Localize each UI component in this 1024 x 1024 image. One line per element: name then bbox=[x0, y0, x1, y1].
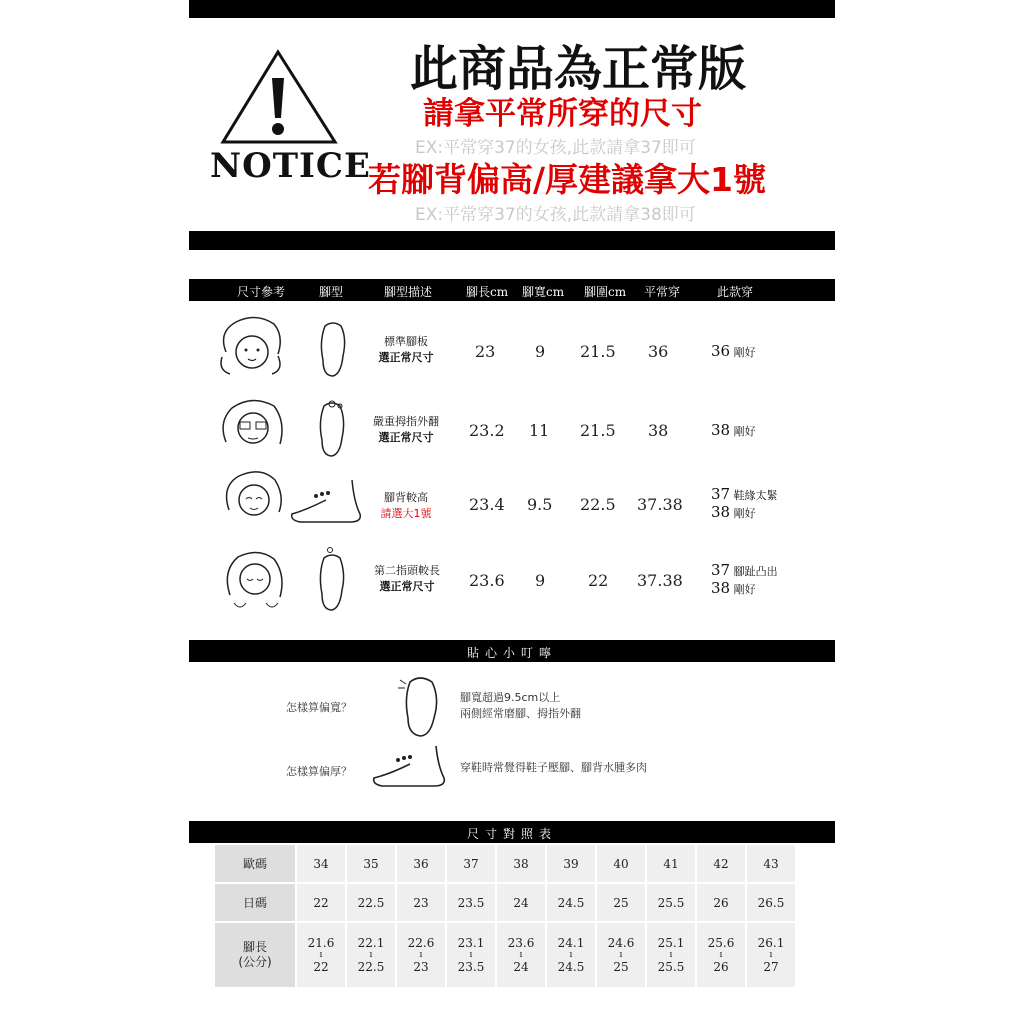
row3-fit bbox=[711, 486, 778, 522]
row3-girth: 22.5 bbox=[580, 495, 616, 514]
row4-desc-type: 第二指頭較長 bbox=[374, 564, 440, 577]
row3-desc-type: 腳背較高 bbox=[384, 491, 428, 504]
eu-cell: 40 bbox=[597, 845, 645, 882]
length-max: 25.5 bbox=[657, 959, 685, 974]
notice-example-2: EX:平常穿37的女孩,此款請拿38即可 bbox=[415, 205, 696, 225]
row1-desc-type: 標準腳板 bbox=[384, 335, 428, 348]
foot-long-toe-icon bbox=[312, 544, 352, 614]
row3-fit1-size: 37 bbox=[711, 485, 731, 503]
col-size-ref: 尺寸參考 bbox=[237, 285, 286, 299]
tip-wide-answer bbox=[460, 690, 581, 722]
jp-cell: 24 bbox=[497, 884, 545, 921]
row3-length: 23.4 bbox=[469, 495, 505, 514]
length-max: 24.5 bbox=[557, 959, 585, 974]
notice-subtitle: 請拿平常所穿的尺寸 bbox=[423, 96, 702, 132]
row2-desc-advice: 選正常尺寸 bbox=[378, 431, 434, 444]
row4-fit1-note: 腳趾凸出 bbox=[733, 565, 778, 578]
length-cell: 22.1 ı 22.5 bbox=[347, 923, 395, 987]
jp-cell: 26.5 bbox=[747, 884, 795, 921]
girl-smile-icon bbox=[219, 466, 289, 528]
jp-row bbox=[215, 884, 795, 921]
length-max: 23.5 bbox=[457, 959, 485, 974]
eu-cell: 34 bbox=[297, 845, 345, 882]
row2-girth: 21.5 bbox=[580, 421, 616, 440]
notice-label: NOTICE bbox=[210, 146, 371, 186]
row4-length: 23.6 bbox=[469, 571, 505, 590]
length-label-2: (公分) bbox=[238, 955, 272, 969]
row3-desc bbox=[368, 490, 444, 522]
notice-title: 此商品為正常版 bbox=[410, 41, 747, 97]
size-chart-table bbox=[213, 843, 797, 989]
col-girth: 腳圍cm bbox=[584, 285, 627, 299]
row1-girth: 21.5 bbox=[580, 342, 616, 361]
ref-table-header bbox=[189, 279, 835, 301]
girl-sleep-icon bbox=[220, 545, 290, 615]
length-min: 22.1 bbox=[357, 935, 385, 950]
length-min: 24.1 bbox=[557, 935, 585, 950]
tip-wide-answer-1: 腳寬超過9.5cm以上 bbox=[460, 691, 561, 704]
row4-fit1-size: 37 bbox=[711, 561, 731, 579]
col-width: 腳寬cm bbox=[522, 285, 565, 299]
row3-fit1-note: 鞋緣太緊 bbox=[733, 489, 778, 502]
jp-cell: 24.5 bbox=[547, 884, 595, 921]
eu-cell: 39 bbox=[547, 845, 595, 882]
tip-wide-question: 怎樣算偏寬？ bbox=[286, 701, 352, 714]
row3-fit2-size: 38 bbox=[711, 503, 731, 521]
length-max: 26 bbox=[713, 959, 729, 974]
notice-advice: 若腳背偏高/厚建議拿大1號 bbox=[368, 160, 767, 199]
row4-desc-advice: 選正常尺寸 bbox=[379, 580, 435, 593]
row1-fit bbox=[711, 343, 756, 361]
row4-width: 9 bbox=[535, 571, 546, 590]
row1-desc bbox=[368, 334, 444, 366]
col-foot-desc: 腳型描述 bbox=[384, 285, 433, 299]
row1-fit-size: 36 bbox=[711, 342, 731, 360]
tip-thick-question: 怎樣算偏厚？ bbox=[286, 765, 352, 778]
row2-fit-size: 38 bbox=[711, 421, 731, 439]
row2-desc-type: 嚴重拇指外翻 bbox=[373, 415, 439, 428]
length-min: 26.1 bbox=[757, 935, 785, 950]
length-max: 23 bbox=[413, 959, 429, 974]
row4-usual: 37.38 bbox=[637, 571, 683, 590]
length-cell: 26.1 ı 27 bbox=[747, 923, 795, 987]
row4-fit2-note: 剛好 bbox=[733, 583, 756, 596]
length-max: 25 bbox=[613, 959, 629, 974]
row3-width: 9.5 bbox=[527, 495, 553, 514]
eu-cell: 37 bbox=[447, 845, 495, 882]
row2-length: 23.2 bbox=[469, 421, 505, 440]
eu-cell: 43 bbox=[747, 845, 795, 882]
length-label-1: 腳長 bbox=[242, 940, 267, 954]
length-min: 23.1 bbox=[457, 935, 485, 950]
length-cell: 23.1 ı 23.5 bbox=[447, 923, 495, 987]
row2-usual: 38 bbox=[648, 421, 669, 440]
jp-cell: 26 bbox=[697, 884, 745, 921]
foot-top-icon bbox=[313, 318, 353, 380]
size-chart-title: 尺寸對照表 bbox=[466, 827, 557, 841]
length-label bbox=[215, 923, 295, 987]
row1-length: 23 bbox=[475, 342, 496, 361]
jp-cell: 23.5 bbox=[447, 884, 495, 921]
row1-width: 9 bbox=[535, 342, 546, 361]
row1-desc-advice: 選正常尺寸 bbox=[378, 351, 434, 364]
length-cell: 22.6 ı 23 bbox=[397, 923, 445, 987]
jp-cell: 23 bbox=[397, 884, 445, 921]
notice-bottom-bar bbox=[189, 231, 835, 250]
row2-fit bbox=[711, 422, 756, 440]
col-this-shoe: 此款穿 bbox=[717, 285, 754, 299]
top-black-bar bbox=[189, 0, 835, 18]
jp-cell: 22.5 bbox=[347, 884, 395, 921]
row1-fit-note: 剛好 bbox=[733, 346, 756, 359]
foot-wide-icon bbox=[396, 668, 446, 740]
length-min: 25.1 bbox=[657, 935, 685, 950]
warning-triangle-icon bbox=[220, 48, 340, 148]
eu-cell: 36 bbox=[397, 845, 445, 882]
foot-side-thick-icon bbox=[368, 744, 450, 790]
row1-usual: 36 bbox=[648, 342, 669, 361]
row4-desc bbox=[366, 563, 448, 595]
col-usual: 平常穿 bbox=[644, 285, 681, 299]
length-min: 25.6 bbox=[707, 935, 735, 950]
row4-girth: 22 bbox=[588, 571, 609, 590]
row2-width: 11 bbox=[529, 421, 550, 440]
row4-fit bbox=[711, 562, 778, 598]
length-max: 22.5 bbox=[357, 959, 385, 974]
length-max: 24 bbox=[513, 959, 529, 974]
tip-thick-answer: 穿鞋時常覺得鞋子壓腳、腳背水腫多肉 bbox=[460, 761, 647, 774]
foot-side-high-icon bbox=[286, 478, 366, 526]
jp-cell: 25.5 bbox=[647, 884, 695, 921]
length-row bbox=[215, 923, 795, 987]
row2-fit-note: 剛好 bbox=[733, 425, 756, 438]
eu-label: 歐碼 bbox=[215, 845, 295, 882]
row3-desc-advice: 請選大1號 bbox=[380, 507, 432, 520]
tips-title: 貼心小叮嚀 bbox=[466, 646, 557, 660]
length-min: 23.6 bbox=[507, 935, 535, 950]
girl-face-icon bbox=[216, 312, 286, 382]
size-chart-header bbox=[189, 821, 835, 843]
length-cell: 23.6 ı 24 bbox=[497, 923, 545, 987]
length-cell: 24.1 ı 24.5 bbox=[547, 923, 595, 987]
length-cell: 25.6 ı 26 bbox=[697, 923, 745, 987]
foot-bunion-icon bbox=[310, 396, 354, 460]
length-cell: 25.1 ı 25.5 bbox=[647, 923, 695, 987]
row3-fit2-note: 剛好 bbox=[733, 507, 756, 520]
eu-row bbox=[215, 845, 795, 882]
eu-cell: 41 bbox=[647, 845, 695, 882]
tips-header bbox=[189, 640, 835, 662]
eu-cell: 35 bbox=[347, 845, 395, 882]
tip-wide-answer-2: 兩側經常磨腳、拇指外翻 bbox=[460, 707, 581, 720]
row4-fit2-size: 38 bbox=[711, 579, 731, 597]
length-min: 24.6 bbox=[607, 935, 635, 950]
notice-example-1: EX:平常穿37的女孩,此款請拿37即可 bbox=[415, 138, 696, 158]
eu-cell: 38 bbox=[497, 845, 545, 882]
length-cell: 24.6 ı 25 bbox=[597, 923, 645, 987]
length-min: 21.6 bbox=[307, 935, 335, 950]
jp-label: 日碼 bbox=[215, 884, 295, 921]
eu-cell: 42 bbox=[697, 845, 745, 882]
col-foot-type: 腳型 bbox=[319, 285, 344, 299]
length-max: 22 bbox=[313, 959, 329, 974]
col-length: 腳長cm bbox=[466, 285, 509, 299]
row3-usual: 37.38 bbox=[637, 495, 683, 514]
length-min: 22.6 bbox=[407, 935, 435, 950]
girl-glasses-icon bbox=[218, 392, 288, 462]
length-cell: 21.6 ı 22 bbox=[297, 923, 345, 987]
length-max: 27 bbox=[763, 959, 779, 974]
jp-cell: 25 bbox=[597, 884, 645, 921]
row2-desc bbox=[368, 414, 444, 446]
jp-cell: 22 bbox=[297, 884, 345, 921]
